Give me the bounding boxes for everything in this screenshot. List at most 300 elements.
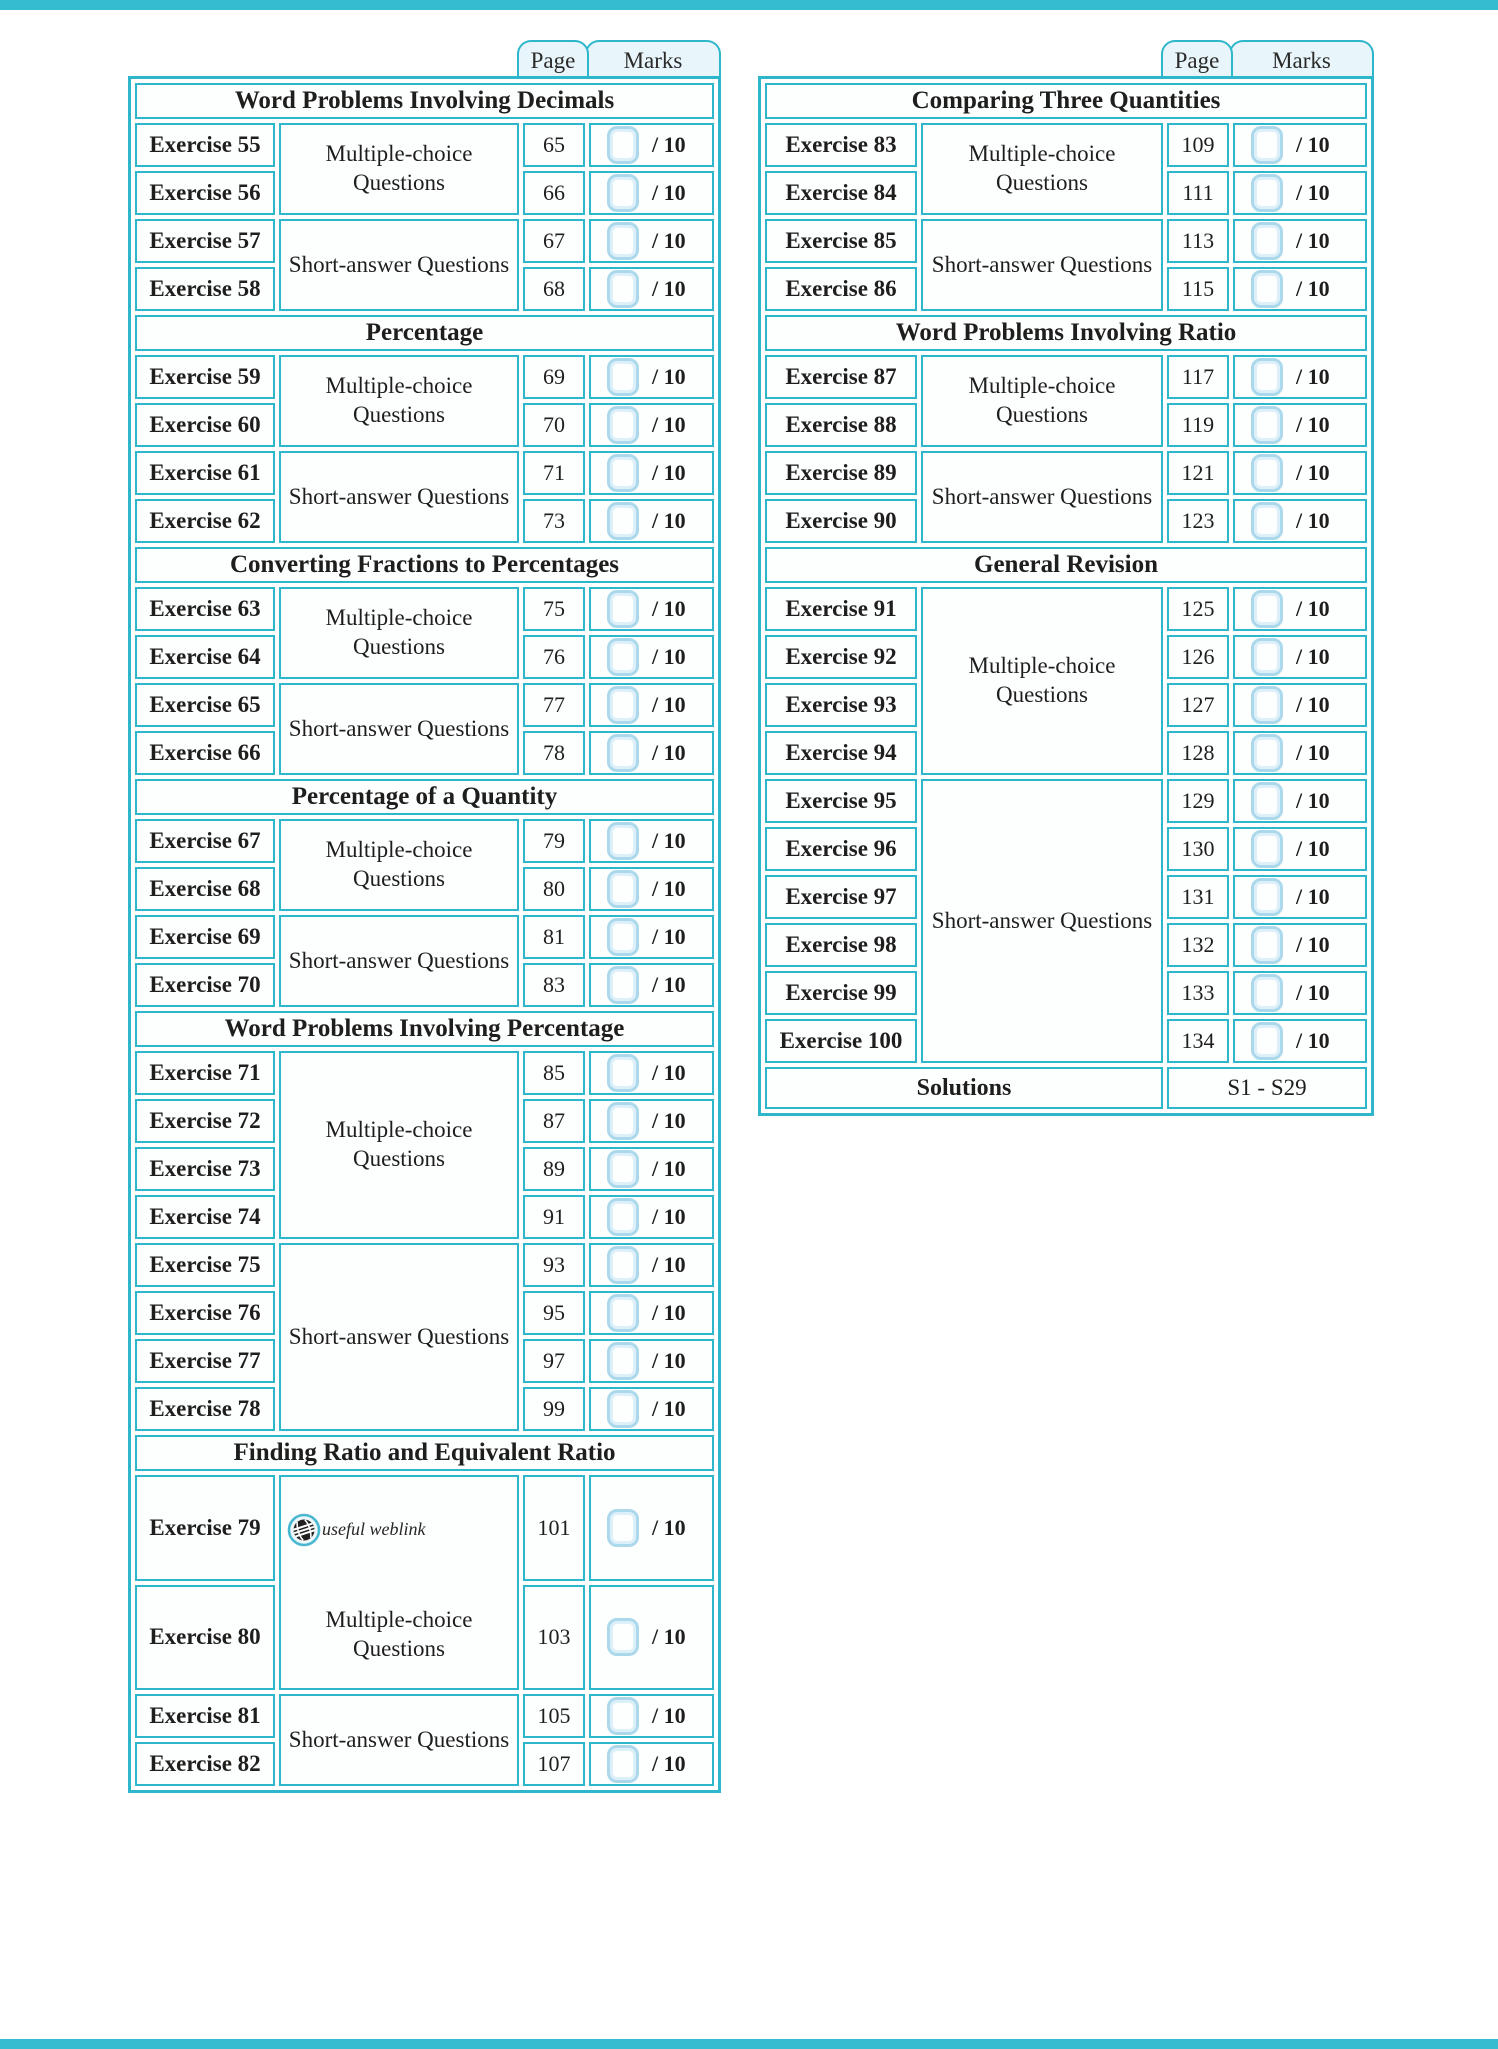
- page-number: 126: [1167, 635, 1229, 679]
- marks-cell: [589, 587, 714, 631]
- question-type-label: Short-answer Questions: [288, 715, 510, 741]
- section-band-row: [765, 315, 1367, 351]
- marks-input-box[interactable]: [607, 406, 639, 444]
- marks-denominator: / 10: [652, 1156, 686, 1181]
- marks-cell: [1233, 635, 1367, 679]
- page-number: 132: [1167, 923, 1229, 967]
- column-tabs: [128, 40, 721, 76]
- exercise-label: Exercise 93: [765, 683, 917, 727]
- marks-cell: [1233, 355, 1367, 399]
- exercise-label: Exercise 84: [765, 171, 917, 215]
- section-band-row: [135, 1435, 714, 1471]
- marks-input-box[interactable]: [1251, 926, 1283, 964]
- marks-input-box[interactable]: [607, 918, 639, 956]
- section-band-row: [135, 1011, 714, 1047]
- marks-denominator: / 10: [652, 364, 686, 389]
- question-type-label: Short-answer Questions: [288, 1323, 510, 1349]
- marks-input-box[interactable]: [607, 590, 639, 628]
- marks-input-box[interactable]: [607, 870, 639, 908]
- solutions-label: Solutions: [765, 1067, 1163, 1109]
- section-band-row: [135, 83, 714, 119]
- exercise-label: Exercise 59: [135, 355, 275, 399]
- question-type-label: Short-answer Questions: [288, 483, 510, 509]
- exercise-label: Exercise 67: [135, 819, 275, 863]
- marks-denominator: / 10: [1296, 460, 1330, 485]
- page-number: 105: [523, 1694, 585, 1738]
- marks-input-box[interactable]: [607, 686, 639, 724]
- page-number: 68: [523, 267, 585, 311]
- marks-tab-label: Marks: [1272, 48, 1331, 73]
- question-type-cell: [279, 451, 519, 543]
- marks-cell: [589, 1475, 714, 1581]
- question-type-label: Multiple-choice Questions: [325, 837, 473, 891]
- marks-input-box[interactable]: [1251, 270, 1283, 308]
- marks-input-box[interactable]: [1251, 1022, 1283, 1060]
- marks-denominator: / 10: [652, 180, 686, 205]
- marks-input-box[interactable]: [607, 734, 639, 772]
- marks-denominator: / 10: [1296, 740, 1330, 765]
- page-number: 67: [523, 219, 585, 263]
- page-number: 121: [1167, 451, 1229, 495]
- page-number: 119: [1167, 403, 1229, 447]
- page-number: 134: [1167, 1019, 1229, 1063]
- marks-denominator: / 10: [652, 1252, 686, 1277]
- useful-weblink-label[interactable]: useful weblink: [322, 1519, 426, 1540]
- question-type-label: Multiple-choice Questions: [968, 653, 1116, 707]
- exercise-label: Exercise 95: [765, 779, 917, 823]
- page-number: 85: [523, 1051, 585, 1095]
- question-type-cell: [279, 219, 519, 311]
- marks-cell: [589, 1387, 714, 1431]
- page-number: 99: [523, 1387, 585, 1431]
- marks-cell: [589, 499, 714, 543]
- marks-cell: [589, 635, 714, 679]
- page-tab-label: Page: [530, 48, 576, 73]
- question-type-cell: [279, 587, 519, 679]
- marks-tab-label: Marks: [623, 48, 683, 73]
- question-type-cell: [279, 355, 519, 447]
- page-number: 130: [1167, 827, 1229, 871]
- table-row: [135, 915, 714, 959]
- table-row: [135, 819, 714, 863]
- marks-cell: [589, 123, 714, 167]
- marks-cell: [1233, 171, 1367, 215]
- marks-cell: [589, 1694, 714, 1738]
- marks-denominator: / 10: [1296, 412, 1330, 437]
- exercise-label: Exercise 77: [135, 1339, 275, 1383]
- marks-denominator: / 10: [1296, 980, 1330, 1005]
- marks-cell: [589, 171, 714, 215]
- table-row: [765, 219, 1367, 263]
- table-row: [135, 1475, 714, 1581]
- marks-input-box[interactable]: [1251, 878, 1283, 916]
- table-row: [765, 587, 1367, 631]
- question-type-cell: [279, 1243, 519, 1431]
- marks-input-box[interactable]: [1251, 734, 1283, 772]
- exercise-label: Exercise 61: [135, 451, 275, 495]
- page-number: 89: [523, 1147, 585, 1191]
- section-title: Percentage of a Quantity: [135, 779, 714, 815]
- page-number: 123: [1167, 499, 1229, 543]
- marks-denominator: / 10: [1296, 836, 1330, 861]
- table-row: [135, 1694, 714, 1738]
- marks-table-right: [758, 40, 1374, 1116]
- page-number: 133: [1167, 971, 1229, 1015]
- table-row: [765, 123, 1367, 167]
- section-title: Converting Fractions to Percentages: [135, 547, 714, 583]
- page-number: 117: [1167, 355, 1229, 399]
- table-row: [765, 355, 1367, 399]
- marks-input-box[interactable]: [607, 1294, 639, 1332]
- marks-cell: [1233, 779, 1367, 823]
- marks-denominator: / 10: [652, 924, 686, 949]
- page-tab-label: Page: [1174, 48, 1220, 73]
- question-type-cell: [921, 123, 1163, 215]
- marks-denominator: / 10: [1296, 508, 1330, 533]
- exercise-label: Exercise 60: [135, 403, 275, 447]
- marks-cell: [1233, 403, 1367, 447]
- section-title: Percentage: [135, 315, 714, 351]
- table-row: [135, 219, 714, 263]
- page-number: 73: [523, 499, 585, 543]
- page-number: 127: [1167, 683, 1229, 727]
- question-type-cell: [921, 219, 1163, 311]
- question-type-cell: [279, 819, 519, 911]
- marks-input-box[interactable]: [1251, 406, 1283, 444]
- table-row: [135, 1243, 714, 1287]
- page-number: 78: [523, 731, 585, 775]
- exercise-label: Exercise 78: [135, 1387, 275, 1431]
- exercise-label: Exercise 71: [135, 1051, 275, 1095]
- question-type-cell: [279, 915, 519, 1007]
- exercise-label: Exercise 55: [135, 123, 275, 167]
- marks-input-box[interactable]: [607, 126, 639, 164]
- marks-denominator: / 10: [652, 1624, 686, 1650]
- marks-denominator: / 10: [1296, 364, 1330, 389]
- marks-input-box[interactable]: [607, 822, 639, 860]
- marks-denominator: / 10: [1296, 884, 1330, 909]
- question-type-label: Short-answer Questions: [288, 251, 510, 277]
- question-type-label: Multiple-choice Questions: [325, 1117, 473, 1171]
- marks-denominator: / 10: [1296, 228, 1330, 253]
- marks-denominator: / 10: [1296, 596, 1330, 621]
- page-tab: [517, 40, 589, 80]
- marks-input-box[interactable]: [1251, 358, 1283, 396]
- page-number: 87: [523, 1099, 585, 1143]
- section-band-row: [135, 315, 714, 351]
- marks-denominator: / 10: [652, 596, 686, 621]
- question-type-cell: [279, 1694, 519, 1786]
- page-number: 65: [523, 123, 585, 167]
- marks-cell: [589, 1051, 714, 1095]
- marks-denominator: / 10: [1296, 180, 1330, 205]
- exercise-label: Exercise 56: [135, 171, 275, 215]
- question-type-label: Multiple-choice Questions: [325, 1607, 473, 1661]
- exercise-label: Exercise 74: [135, 1195, 275, 1239]
- marks-denominator: / 10: [1296, 644, 1330, 669]
- marks-denominator: / 10: [1296, 132, 1330, 157]
- section-band-row: [135, 547, 714, 583]
- question-type-cell: [921, 587, 1163, 775]
- solutions-row: [765, 1067, 1367, 1109]
- marks-input-box[interactable]: [607, 1509, 639, 1547]
- question-type-cell: [921, 451, 1163, 543]
- section-title: Word Problems Involving Percentage: [135, 1011, 714, 1047]
- exercise-label: Exercise 96: [765, 827, 917, 871]
- exercise-label: Exercise 92: [765, 635, 917, 679]
- marks-input-box[interactable]: [607, 358, 639, 396]
- exercise-label: Exercise 70: [135, 963, 275, 1007]
- question-type-label: Multiple-choice Questions: [968, 373, 1116, 427]
- question-type-label: Short-answer Questions: [931, 251, 1153, 277]
- exercise-label: Exercise 75: [135, 1243, 275, 1287]
- section-title: Word Problems Involving Decimals: [135, 83, 714, 119]
- marks-input-box[interactable]: [607, 1745, 639, 1783]
- marks-input-box[interactable]: [607, 174, 639, 212]
- exercise-label: Exercise 83: [765, 123, 917, 167]
- marks-denominator: / 10: [652, 1348, 686, 1373]
- page-number: 75: [523, 587, 585, 631]
- marks-cell: [1233, 587, 1367, 631]
- marks-cell: [589, 355, 714, 399]
- marks-input-box[interactable]: [607, 1102, 639, 1140]
- exercise-label: Exercise 86: [765, 267, 917, 311]
- marks-cell: [589, 267, 714, 311]
- table-row: [135, 1051, 714, 1095]
- page-number: 93: [523, 1243, 585, 1287]
- marks-denominator: / 10: [652, 460, 686, 485]
- marks-denominator: / 10: [652, 972, 686, 997]
- marks-input-box[interactable]: [607, 1618, 639, 1656]
- marks-cell: [589, 1585, 714, 1691]
- exercise-label: Exercise 89: [765, 451, 917, 495]
- exercise-label: Exercise 82: [135, 1742, 275, 1786]
- marks-denominator: / 10: [652, 1703, 686, 1728]
- exercise-label: Exercise 72: [135, 1099, 275, 1143]
- solutions-pages: S1 - S29: [1167, 1067, 1367, 1109]
- marks-input-box[interactable]: [607, 638, 639, 676]
- marks-denominator: / 10: [652, 1514, 686, 1540]
- marks-denominator: / 10: [652, 1300, 686, 1325]
- table-row: [135, 683, 714, 727]
- marks-cell: [1233, 923, 1367, 967]
- marks-denominator: / 10: [652, 1204, 686, 1229]
- marks-cell: [1233, 451, 1367, 495]
- exercise-label: Exercise 81: [135, 1694, 275, 1738]
- marks-input-box[interactable]: [607, 502, 639, 540]
- column-tabs: [758, 40, 1374, 76]
- marks-denominator: / 10: [1296, 692, 1330, 717]
- marks-cell: [1233, 499, 1367, 543]
- marks-cell: [1233, 731, 1367, 775]
- marks-denominator: / 10: [652, 1060, 686, 1085]
- question-type-label: Multiple-choice Questions: [325, 605, 473, 659]
- section-title: Finding Ratio and Equivalent Ratio: [135, 1435, 714, 1471]
- page-number: 83: [523, 963, 585, 1007]
- marks-cell: [1233, 971, 1367, 1015]
- marks-tab: [1229, 40, 1374, 80]
- marks-input-box[interactable]: [607, 454, 639, 492]
- page-number: 95: [523, 1291, 585, 1335]
- top-border-bar: [0, 0, 1498, 10]
- table-row: [765, 451, 1367, 495]
- question-type-cell: [279, 683, 519, 775]
- table-row: [765, 779, 1367, 823]
- question-type-cell: [279, 1475, 519, 1690]
- marks-input-box[interactable]: [607, 1390, 639, 1428]
- page-number: 109: [1167, 123, 1229, 167]
- marks-cell: [589, 1147, 714, 1191]
- page-number: 103: [523, 1585, 585, 1691]
- marks-cell: [589, 867, 714, 911]
- marks-input-box[interactable]: [1251, 126, 1283, 164]
- bottom-border-bar: [0, 2039, 1498, 2049]
- marks-denominator: / 10: [652, 876, 686, 901]
- marks-cell: [589, 1742, 714, 1786]
- marks-input-box[interactable]: [607, 1246, 639, 1284]
- marks-denominator: / 10: [652, 644, 686, 669]
- marks-input-box[interactable]: [607, 1342, 639, 1380]
- marks-denominator: / 10: [652, 740, 686, 765]
- exercise-marks-table: [128, 76, 721, 1793]
- exercise-label: Exercise 99: [765, 971, 917, 1015]
- exercise-label: Exercise 63: [135, 587, 275, 631]
- page-number: 107: [523, 1742, 585, 1786]
- marks-cell: [589, 403, 714, 447]
- exercise-label: Exercise 66: [135, 731, 275, 775]
- marks-denominator: / 10: [652, 828, 686, 853]
- marks-cell: [589, 1195, 714, 1239]
- page-number: 111: [1167, 171, 1229, 215]
- page-number: 69: [523, 355, 585, 399]
- marks-denominator: / 10: [652, 276, 686, 301]
- marks-denominator: / 10: [652, 692, 686, 717]
- marks-denominator: / 10: [652, 412, 686, 437]
- marks-input-box[interactable]: [607, 222, 639, 260]
- useful-weblink[interactable]: [281, 1477, 517, 1582]
- question-type-label: Multiple-choice Questions: [325, 141, 473, 195]
- question-type-cell: [921, 779, 1163, 1063]
- exercise-label: Exercise 65: [135, 683, 275, 727]
- marks-cell: [589, 1291, 714, 1335]
- exercise-marks-table: [758, 76, 1374, 1116]
- page-number: 79: [523, 819, 585, 863]
- table-row: [135, 587, 714, 631]
- exercise-label: Exercise 90: [765, 499, 917, 543]
- exercise-label: Exercise 68: [135, 867, 275, 911]
- marks-table-left: [128, 40, 721, 1793]
- exercise-label: Exercise 57: [135, 219, 275, 263]
- exercise-label: Exercise 98: [765, 923, 917, 967]
- page-number: 115: [1167, 267, 1229, 311]
- page-number: 77: [523, 683, 585, 727]
- page-number: 128: [1167, 731, 1229, 775]
- marks-denominator: / 10: [652, 132, 686, 157]
- page-number: 113: [1167, 219, 1229, 263]
- question-type-label: Short-answer Questions: [288, 947, 510, 973]
- question-type-cell: [921, 355, 1163, 447]
- page-number: 70: [523, 403, 585, 447]
- exercise-label: Exercise 76: [135, 1291, 275, 1335]
- marks-cell: [589, 451, 714, 495]
- marks-denominator: / 10: [652, 228, 686, 253]
- question-type-label: Multiple-choice Questions: [968, 141, 1116, 195]
- marks-input-box[interactable]: [607, 1198, 639, 1236]
- marks-input-box[interactable]: [1251, 638, 1283, 676]
- marks-cell: [589, 683, 714, 727]
- marks-cell: [589, 731, 714, 775]
- exercise-label: Exercise 69: [135, 915, 275, 959]
- marks-input-box[interactable]: [607, 966, 639, 1004]
- marks-denominator: / 10: [1296, 932, 1330, 957]
- marks-cell: [1233, 1019, 1367, 1063]
- marks-cell: [1233, 219, 1367, 263]
- marks-input-box[interactable]: [1251, 974, 1283, 1012]
- section-band-row: [765, 547, 1367, 583]
- marks-input-box[interactable]: [1251, 590, 1283, 628]
- marks-input-box[interactable]: [607, 1054, 639, 1092]
- table-row: [135, 451, 714, 495]
- section-band-row: [765, 83, 1367, 119]
- marks-input-box[interactable]: [1251, 174, 1283, 212]
- globe-icon[interactable]: [287, 1513, 321, 1547]
- marks-input-box[interactable]: [607, 1150, 639, 1188]
- marks-input-box[interactable]: [607, 270, 639, 308]
- exercise-label: Exercise 64: [135, 635, 275, 679]
- page-number: 101: [523, 1475, 585, 1581]
- exercise-label: Exercise 91: [765, 587, 917, 631]
- marks-cell: [1233, 683, 1367, 727]
- marks-input-box[interactable]: [607, 1697, 639, 1735]
- exercise-label: Exercise 87: [765, 355, 917, 399]
- question-type-cell: [279, 1051, 519, 1239]
- page-number: 125: [1167, 587, 1229, 631]
- page-tab: [1161, 40, 1233, 80]
- exercise-label: Exercise 88: [765, 403, 917, 447]
- question-type-label: Short-answer Questions: [931, 907, 1153, 933]
- marks-input-box[interactable]: [1251, 830, 1283, 868]
- marks-input-box[interactable]: [1251, 686, 1283, 724]
- page-number: 81: [523, 915, 585, 959]
- marks-input-box[interactable]: [1251, 454, 1283, 492]
- section-title: Word Problems Involving Ratio: [765, 315, 1367, 351]
- exercise-label: Exercise 62: [135, 499, 275, 543]
- page-number: 71: [523, 451, 585, 495]
- page-number: 97: [523, 1339, 585, 1383]
- exercise-label: Exercise 94: [765, 731, 917, 775]
- exercise-label: Exercise 80: [135, 1585, 275, 1691]
- exercise-label: Exercise 97: [765, 875, 917, 919]
- marks-denominator: / 10: [652, 508, 686, 533]
- marks-cell: [1233, 267, 1367, 311]
- marks-cell: [589, 915, 714, 959]
- marks-input-box[interactable]: [1251, 502, 1283, 540]
- table-row: [135, 355, 714, 399]
- question-type-label: Multiple-choice Questions: [325, 373, 473, 427]
- page-number: 76: [523, 635, 585, 679]
- marks-input-box[interactable]: [1251, 222, 1283, 260]
- marks-cell: [589, 963, 714, 1007]
- marks-cell: [589, 1243, 714, 1287]
- marks-denominator: / 10: [1296, 276, 1330, 301]
- marks-input-box[interactable]: [1251, 782, 1283, 820]
- exercise-label: Exercise 100: [765, 1019, 917, 1063]
- table-row: [135, 123, 714, 167]
- exercise-label: Exercise 73: [135, 1147, 275, 1191]
- marks-cell: [1233, 827, 1367, 871]
- marks-denominator: / 10: [652, 1108, 686, 1133]
- marks-cell: [589, 1339, 714, 1383]
